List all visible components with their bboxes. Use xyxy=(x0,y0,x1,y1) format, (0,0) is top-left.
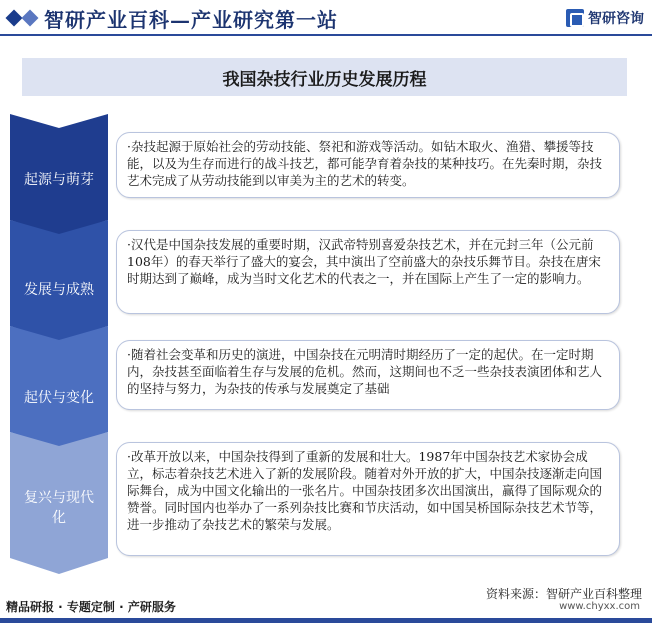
stage-chevron xyxy=(10,220,108,342)
stage-description: ·改革开放以来，中国杂技得到了重新的发展和壮大。1987年中国杂技艺术家协会成立，标志着杂技艺术进入了新的发展阶段。随着对外开放的扩大，中国杂技逐渐走向国际舞台，成为中国文化输出的一张名片。中国杂技团多次出国演出，赢得了国际观众的赞誉。同时国内也举办了一系列杂技比赛和节庆活动，如中国吴桥国际杂技艺术节等，进一步推动了杂技艺术的繁荣与发展。 xyxy=(127,449,603,532)
stage-label: 起源与萌芽 xyxy=(24,172,94,188)
source-note: 资料来源：智研产业百科整理 xyxy=(485,587,642,601)
page-header xyxy=(0,0,652,36)
footer-slogan: 精品研报 · 专题定制 · 产研服务 xyxy=(6,600,176,614)
stage-chevron xyxy=(10,432,108,574)
stage-chevron xyxy=(10,326,108,448)
stage-label: 发展与成熟 xyxy=(24,282,94,298)
stage-description-box xyxy=(116,442,620,556)
page-title: 我国杂技行业历史发展历程 xyxy=(222,69,427,90)
stage-label: 起伏与变化 xyxy=(24,390,94,406)
stage-description: ·汉代是中国杂技发展的重要时期，汉武帝特别喜爱杂技艺术，并在元封三年（公元前108年）的春天举行了盛大的宴会，其中演出了空前盛大的杂技乐舞节目。杂技在唐宋时期达到了巅峰，成为当时文化艺术的代表之一，并在国际上产生了一定的影响力。 xyxy=(127,237,601,286)
title-bar xyxy=(22,58,627,96)
stage-label: 复兴与现代化 xyxy=(24,490,94,526)
logo-icon xyxy=(566,9,584,27)
stage-row xyxy=(10,220,620,342)
stage-row xyxy=(10,432,620,574)
logo-text: 智研咨询 xyxy=(588,11,644,27)
stage-description: ·随着社会变革和历史的演进，中国杂技在元明清时期经历了一定的起伏。在一定时期内，杂技甚至面临着生存与发展的危机。然而，这期间也不乏一些杂技表演团体和艺人的坚持与努力，为杂技的传承与发展奠定了基础 xyxy=(127,347,603,396)
stage-description-box xyxy=(116,230,620,314)
stage-row xyxy=(10,326,620,448)
header-diamond-icon xyxy=(8,12,36,24)
stage-description-box xyxy=(116,132,620,198)
stage-row xyxy=(10,114,620,236)
stage-chevron xyxy=(10,114,108,236)
source-url[interactable]: www.chyxx.com xyxy=(559,601,640,612)
footer-bar xyxy=(0,618,652,623)
header-title: 智研产业百科—产业研究第一站 xyxy=(44,7,338,32)
header-logo[interactable] xyxy=(566,8,644,28)
header-divider xyxy=(0,34,652,36)
stage-description-box xyxy=(116,340,620,410)
header-brand xyxy=(8,5,338,31)
stage-description: ·杂技起源于原始社会的劳动技能、祭祀和游戏等活动。如钻木取火、渔猎、攀援等技能，以及为生存而进行的战斗技艺，都可能孕育着杂技的某种技巧。在先秦时期，杂技艺术完成了从劳动技能到以审美为主的艺术的转变。 xyxy=(127,139,603,188)
